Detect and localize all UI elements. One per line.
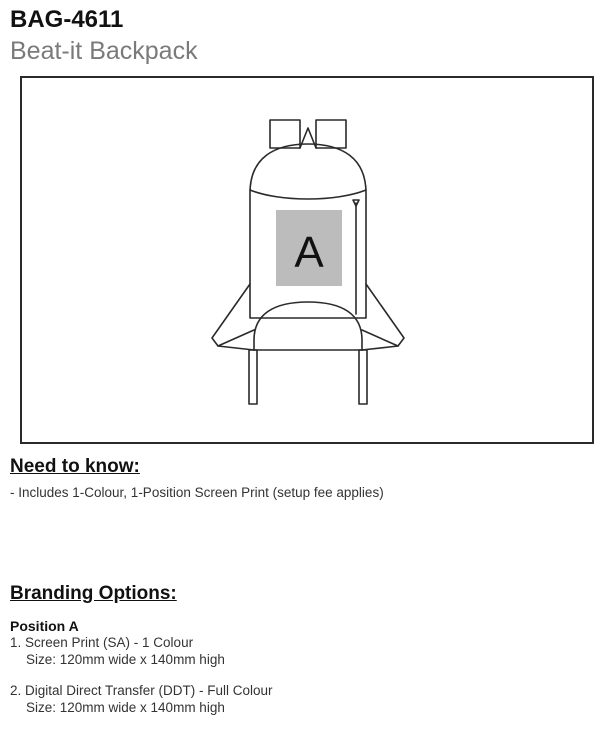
left-strap bbox=[212, 284, 254, 346]
top-panel-curve bbox=[250, 190, 366, 199]
print-area-label: A bbox=[294, 228, 324, 277]
branding-option-label: 2. Digital Direct Transfer (DDT) - Full Colour bbox=[10, 683, 273, 698]
right-strap bbox=[362, 284, 404, 346]
branding-option-size: Size: 120mm wide x 140mm high bbox=[26, 700, 225, 715]
branding-option-size: Size: 120mm wide x 140mm high bbox=[26, 652, 225, 667]
front-pocket bbox=[254, 302, 362, 350]
need-to-know-heading: Need to know: bbox=[10, 456, 140, 477]
left-leg bbox=[249, 350, 257, 404]
handle-loop bbox=[300, 128, 316, 148]
right-leg bbox=[359, 350, 367, 404]
left-handle-block bbox=[270, 120, 300, 148]
product-image-frame bbox=[20, 76, 594, 444]
right-handle-block bbox=[316, 120, 346, 148]
backpack-illustration bbox=[22, 78, 592, 442]
need-to-know-item: - Includes 1-Colour, 1-Position Screen Print (setup fee applies) bbox=[10, 485, 384, 500]
branding-options-heading: Branding Options: bbox=[10, 583, 177, 604]
position-a-heading: Position A bbox=[10, 618, 79, 634]
product-name: Beat-it Backpack bbox=[10, 37, 198, 65]
branding-option-label: 1. Screen Print (SA) - 1 Colour bbox=[10, 635, 194, 650]
product-code: BAG-4611 bbox=[10, 6, 124, 33]
